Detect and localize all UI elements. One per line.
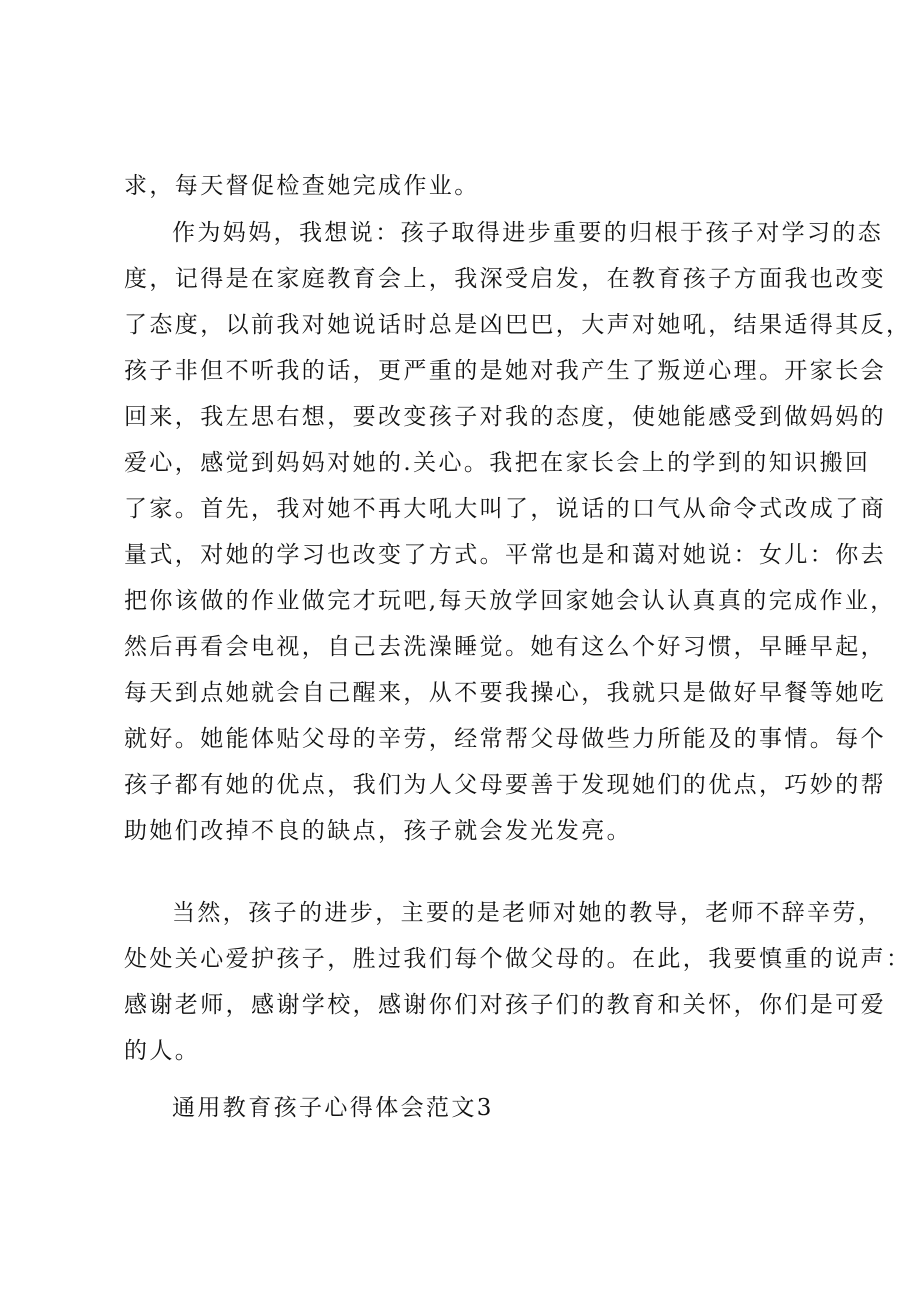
section-heading-block [124,1085,814,1131]
continuation-paragraph [124,163,814,209]
text-line: 了态度，以前我对她说话时总是凶巴巴，大声对她吼，结果适得其反， [124,312,912,338]
body-paragraph-2 [124,890,912,1074]
text-line: 把你该做的作业做完才玩吧,每天放学回家她会认认真真的完成作业， [124,588,896,614]
text-line: 每天到点她就会自己醒来，从不要我操心，我就只是做好早餐等她吃 [124,680,886,706]
text-line: 回来，我左思右想，要改变孩子对我的态度，使她能感受到做妈妈的 [124,404,886,430]
text-line: 求，每天督促检查她完成作业。 [124,173,480,199]
text-line: 量式，对她的学习也改变了方式。平常也是和蔼对她说：女儿：你去 [124,542,886,568]
text-line: 处处关心爱护孩子，胜过我们每个做父母的。在此，我要慎重的说声： [124,946,912,972]
section-heading: 通用教育孩子心得体会范文3 [172,1095,494,1121]
text-line: 孩子都有她的优点，我们为人父母要善于发现她们的优点，巧妙的帮 [124,772,886,798]
text-line: 度，记得是在家庭教育会上，我深受启发，在教育孩子方面我也改变 [124,266,886,292]
text-line: 感谢老师，感谢学校，感谢你们对孩子们的教育和关怀，你们是可爱 [124,992,886,1018]
body-paragraph-1 [124,210,912,854]
text-line: 了家。首先，我对她不再大吼大叫了，说话的口气从命令式改成了商 [124,496,886,522]
text-line: 作为妈妈，我想说：孩子取得进步重要的归根于孩子对学习的态 [172,220,884,246]
text-line: 当然，孩子的进步，主要的是老师对她的教导，老师不辞辛劳， [172,900,884,926]
text-line: 孩子非但不听我的话，更严重的是她对我产生了叛逆心理。开家长会 [124,358,886,384]
text-line: 的人。 [124,1038,201,1064]
text-line: 爱心，感觉到妈妈对她的.关心。我把在家长会上的学到的知识搬回 [124,450,871,476]
text-line: 就好。她能体贴父母的辛劳，经常帮父母做些力所能及的事情。每个 [124,726,886,752]
text-line: 助她们改掉不良的缺点，孩子就会发光发亮。 [124,818,632,844]
text-line: 然后再看会电视，自己去洗澡睡觉。她有这么个好习惯，早睡早起， [124,634,886,660]
